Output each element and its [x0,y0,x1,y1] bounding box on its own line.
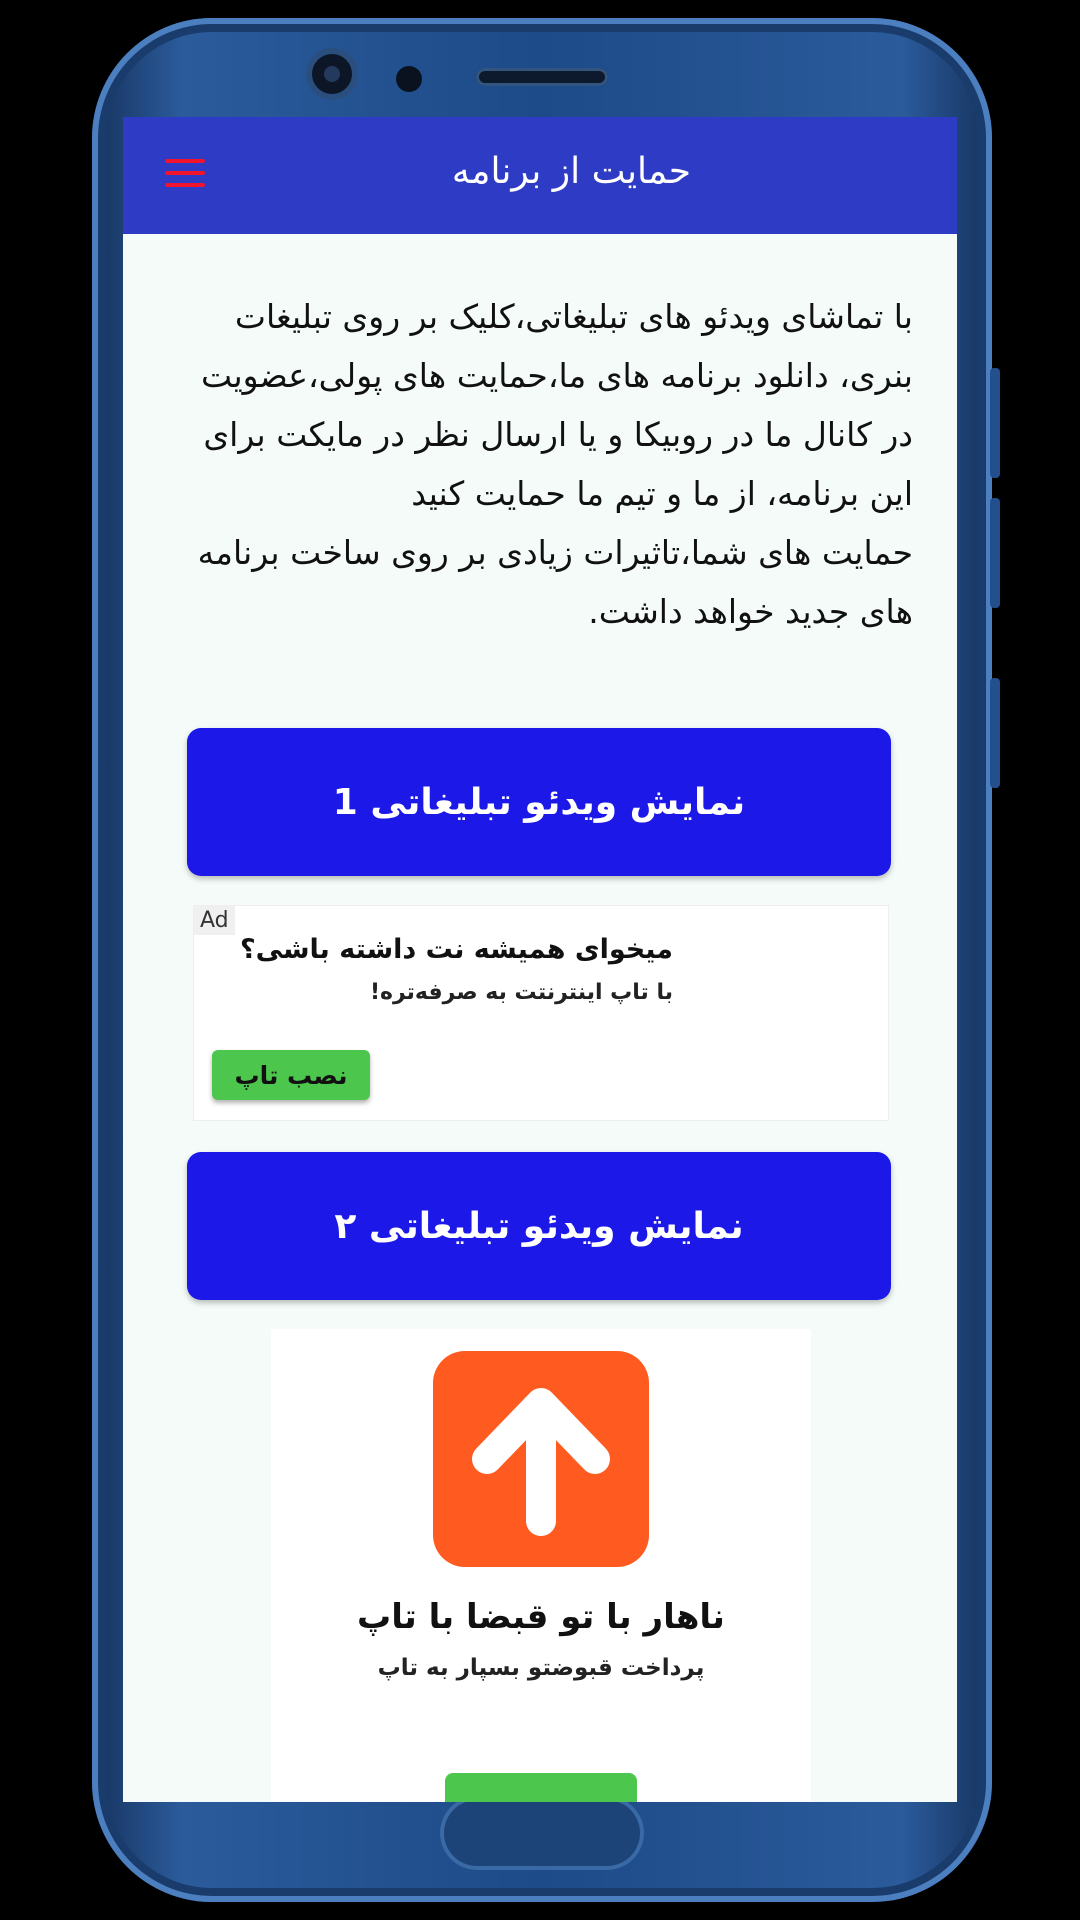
volume-down-button [990,498,1000,608]
install-tap-button[interactable]: نصب تاپ [212,1050,370,1100]
description-paragraph-1: با تماشای ویدئو های تبلیغاتی،کلیک بر روی تبلیغات بنری، دانلود برنامه های ما،حمایت های پولی،عضویت در کانال ما در روبیکا و یا ارسال نظر در مایکت برای این برنامه، از ما و تیم ما حمایت کنید [201,297,913,513]
support-description [183,287,913,641]
ad-banner-2-title: ناهار با تو قبضا با تاپ [357,1597,725,1637]
show-video-ad-2-button[interactable]: نمایش ویدئو تبلیغاتی ۲ [187,1152,891,1300]
front-camera [312,54,352,94]
app-bar [123,117,957,234]
ad-banner-1[interactable] [193,905,889,1121]
ad-banner-1-subtitle: با تاپ اینترنتت به صرفه‌تره! [369,980,673,1005]
ad-banner-1-title: میخوای همیشه نت داشته باشی؟ [239,934,673,965]
ad-banner-2[interactable] [271,1329,811,1802]
arrow-up-icon [433,1351,649,1567]
home-button[interactable] [440,1796,644,1870]
description-paragraph-2: حمایت های شما،تاثیرات زیادی بر روی ساخت برنامه های جدید خواهد داشت. [197,533,913,631]
hamburger-menu-icon[interactable] [165,159,205,191]
show-video-ad-1-button[interactable]: نمایش ویدئو تبلیغاتی 1 [187,728,891,876]
ad-label: Ad [194,906,235,935]
earpiece-speaker [476,68,608,86]
screen [123,117,957,1802]
ad-banner-2-subtitle: پرداخت قبوضتو بسپار به تاپ [377,1655,705,1681]
ad-banner-2-button[interactable] [445,1773,637,1802]
volume-up-button [990,368,1000,478]
power-button [990,678,1000,788]
proximity-sensor [396,66,422,92]
page-title: حمایت از برنامه [451,151,691,192]
